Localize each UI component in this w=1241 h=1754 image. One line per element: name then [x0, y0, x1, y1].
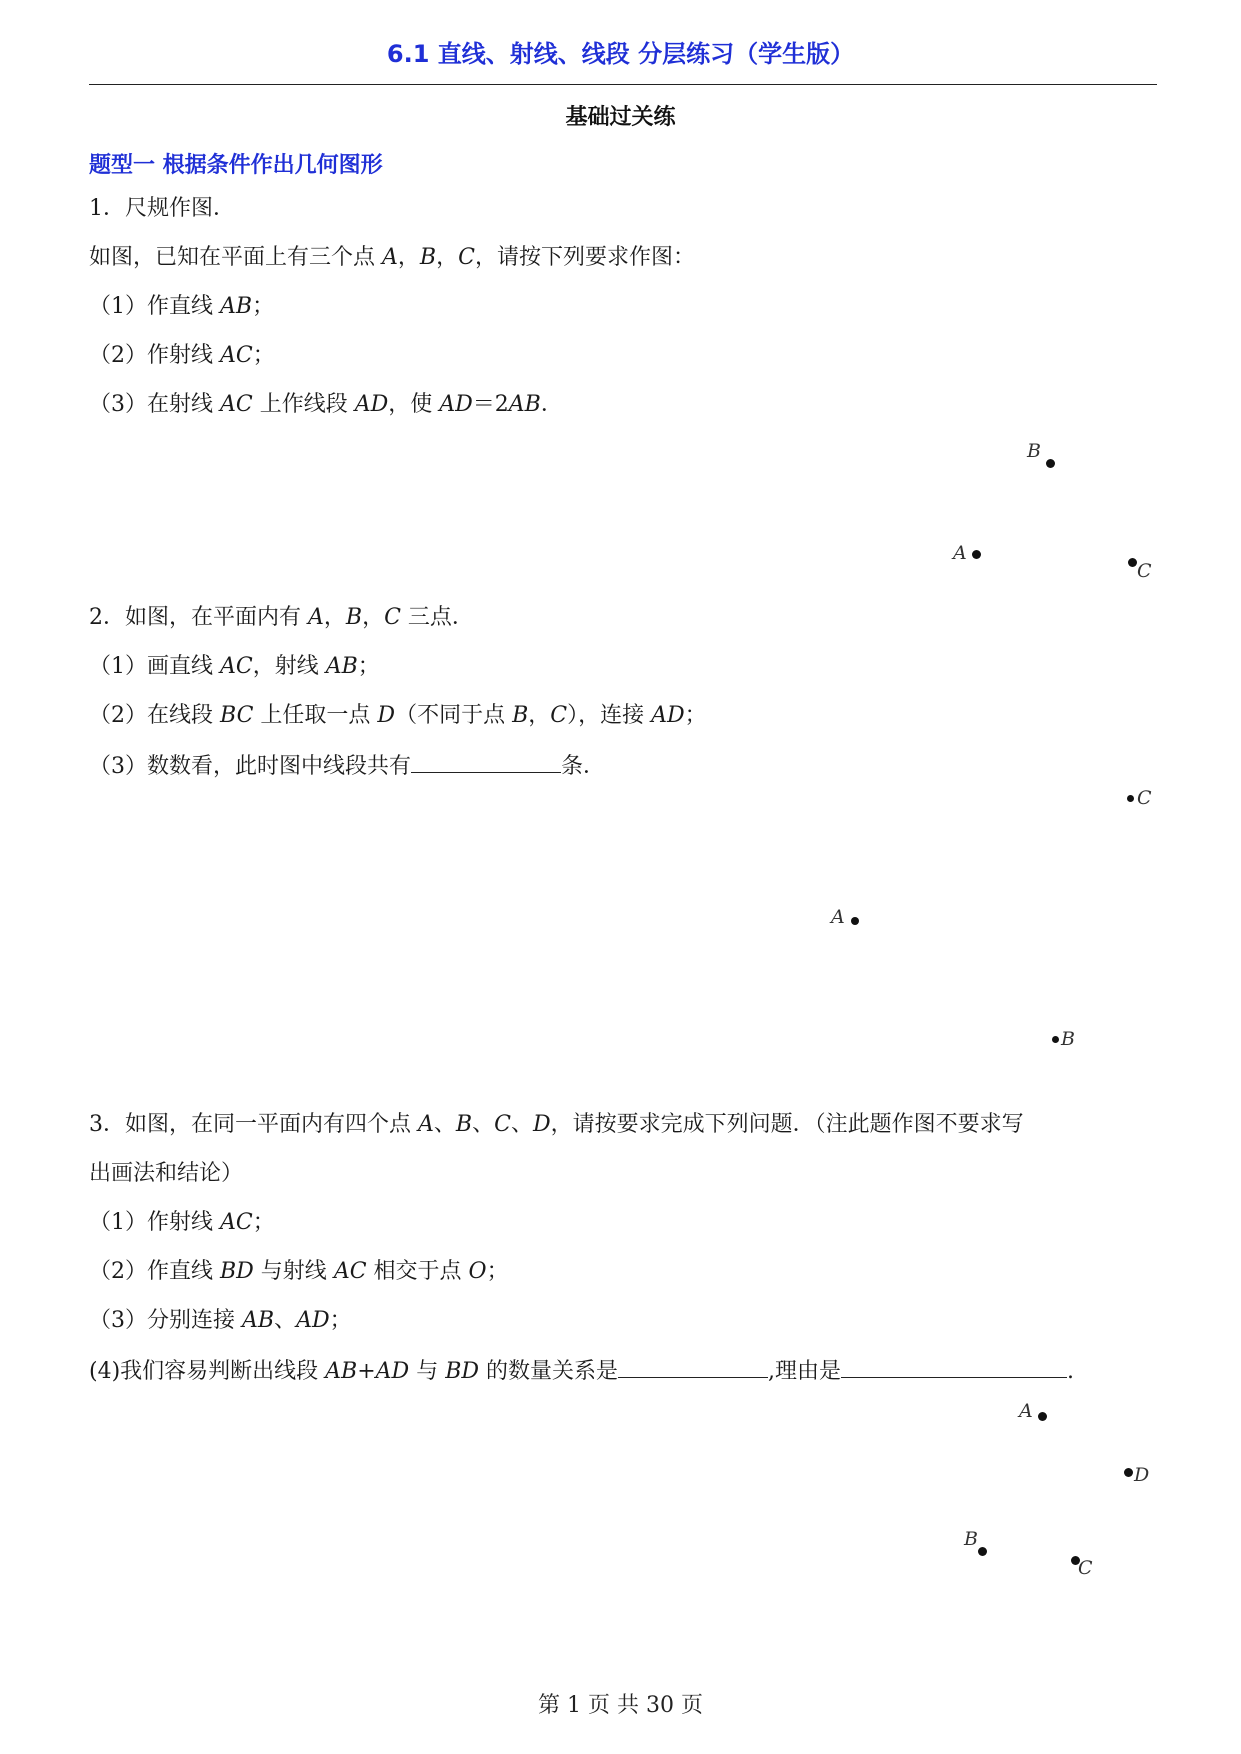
q3-label-d: D	[1134, 1464, 1150, 1486]
q3-relation-blank[interactable]	[618, 1355, 768, 1378]
q2-label-a: A	[831, 906, 845, 928]
q1-label-a: A	[953, 542, 967, 564]
page-footer: 第 1 页 共 30 页	[538, 1693, 703, 1718]
q1-step-3: （3）在射线 AC 上作线段 AD，使 AD＝2AB．	[89, 392, 563, 417]
q3-step-4: (4)我们容易判断出线段 AB+AD 与 BD 的数量关系是 ,理由是 .	[89, 1355, 1074, 1387]
q2-answer-blank[interactable]	[411, 750, 561, 773]
q2-point-b	[1052, 1036, 1059, 1043]
q3-label-a: A	[1019, 1400, 1033, 1422]
question-type-title: 题型一 根据条件作出几何图形	[89, 153, 383, 178]
q1-label-c: C	[1137, 560, 1152, 582]
q1-title: 1．尺规作图．	[89, 196, 235, 221]
q1-point-c	[1128, 558, 1137, 567]
q2-label-b: B	[1061, 1028, 1075, 1050]
q3-label-c: C	[1078, 1557, 1093, 1579]
q1-point-b	[1046, 459, 1055, 468]
q2-point-a	[851, 917, 859, 925]
q2-step-3: （3）数数看，此时图中线段共有 条．	[89, 750, 605, 782]
q3-point-b	[978, 1547, 987, 1556]
q3-title-cont: 出画法和结论）	[89, 1161, 244, 1186]
q3-point-d	[1124, 1468, 1133, 1477]
header-divider	[89, 84, 1157, 85]
q2-step-2: （2）在线段 BC 上任取一点 D（不同于点 B，C），连接 AD；	[89, 703, 707, 728]
q1-prompt: 如图，已知在平面上有三个点 A，B，C，请按下列要求作图：	[89, 245, 695, 270]
q3-point-a	[1038, 1412, 1047, 1421]
q2-step-1: （1）画直线 AC，射线 AB；	[89, 654, 380, 679]
q1-point-a	[972, 550, 981, 559]
q2-title: 2．如图，在平面内有 A，B，C 三点．	[89, 605, 474, 630]
q1-step-2: （2）作射线 AC；	[89, 343, 275, 368]
q3-step-3: （3）分别连接 AB、AD；	[89, 1308, 352, 1333]
q3-title: 3．如图，在同一平面内有四个点 A、B、C、D，请按要求完成下列问题．（注此题作图不要求写	[89, 1112, 1024, 1137]
page-title: 6.1 直线、射线、线段 分层练习（学生版）	[386, 40, 855, 68]
q3-label-b: B	[964, 1528, 978, 1550]
q3-step-1: （1）作射线 AC；	[89, 1210, 275, 1235]
q2-label-c: C	[1137, 787, 1152, 809]
q3-reason-blank[interactable]	[841, 1355, 1067, 1378]
q2-point-c	[1127, 795, 1134, 802]
q1-step-1: （1）作直线 AB；	[89, 294, 275, 319]
q1-label-b: B	[1027, 440, 1041, 462]
q3-step-2: （2）作直线 BD 与射线 AC 相交于点 O；	[89, 1259, 509, 1284]
section-title: 基础过关练	[565, 105, 676, 130]
